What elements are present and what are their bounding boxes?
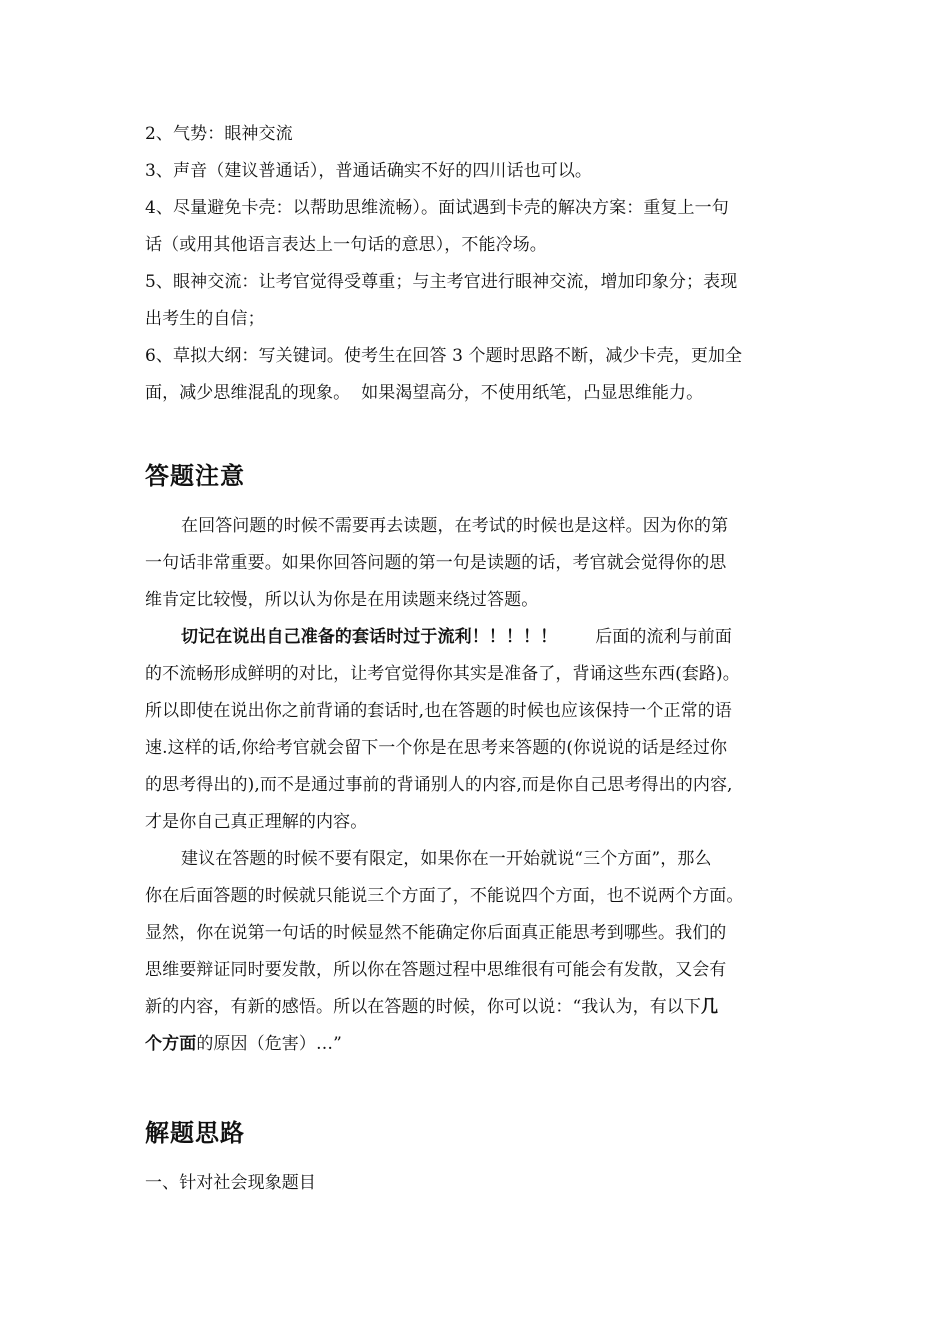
paragraph-line: 维肯定比较慢，所以认为你是在用读题来绕过答题。 (145, 590, 539, 610)
section-heading-solution-approach: 解题思路 (145, 1119, 245, 1147)
paragraph-line: 的思考得出的),而不是通过事前的背诵别人的内容,而是你自己思考得出的内容, (145, 775, 733, 795)
paragraph-no-reread (145, 508, 810, 619)
paragraph-line: 你在后面答题的时候就只能说三个方面了，不能说四个方面，也不说两个方面。 (145, 886, 744, 906)
paragraph-line (145, 989, 810, 1026)
paragraph-line: 思维要辩证同时要发散，所以你在答题过程中思维很有可能会有发散，又会有 (145, 960, 727, 980)
emphasis-text: 切记在说出自己准备的套话时过于流利！！！！！ (181, 627, 558, 647)
paragraph-line: 一句话非常重要。如果你回答问题的第一句是读题的话，考官就会觉得你的思 (145, 553, 727, 573)
list-item: 2、气势：眼神交流 (145, 124, 293, 144)
paragraph-line (145, 1026, 810, 1063)
list-item: 6、草拟大纲：写关键词。使考生在回答 3 个题时思路不断，减少卡壳，更加全 (145, 346, 743, 366)
section-heading-answer-notes: 答题注意 (145, 462, 245, 490)
paragraph-line: 速.这样的话,你给考官就会留下一个你是在思考来答题的(你说说的话是经过你 (145, 738, 728, 758)
list-item-continuation: 出考生的自信； (145, 309, 265, 329)
emphasis-text: 几 (701, 997, 719, 1017)
paragraph-text: 后面的流利与前面 (595, 627, 733, 647)
list-item-continuation: 话（或用其他语言表达上一句话的意思），不能冷场。 (145, 235, 547, 255)
paragraph-line: 显然，你在说第一句话的时候显然不能确定你后面真正能思考到哪些。我们的 (145, 923, 727, 943)
paragraph-line (145, 619, 810, 656)
list-item-continuation: 面，减少思维混乱的现象。 如果渴望高分，不使用纸笔，凸显思维能力。 (145, 383, 704, 403)
list-item: 5、眼神交流：让考官觉得受尊重；与主考官进行眼神交流，增加印象分；表现 (145, 272, 738, 292)
paragraph-line: 在回答问题的时候不需要再去读题，在考试的时候也是这样。因为你的第 (181, 516, 729, 536)
list-item: 3、声音（建议普通话），普通话确实不好的四川话也可以。 (145, 161, 593, 181)
paragraph-line: 所以即使在说出你之前背诵的套话时,也在答题的时候也应该保持一个正常的语 (145, 701, 732, 721)
list-item: 4、尽量避免卡壳：以帮助思维流畅）。面试遇到卡壳的解决方案：重复上一句 (145, 198, 729, 218)
paragraph-text: 的原因（危害）…” (196, 1034, 342, 1054)
document-body (145, 116, 810, 1202)
paragraph-not-too-fluent (145, 619, 810, 841)
paragraph-line: 才是你自己真正理解的内容。 (145, 812, 368, 832)
emphasis-text: 个方面 (145, 1034, 197, 1054)
paragraph-no-limits (145, 841, 810, 1063)
paragraph-text: 新的内容，有新的感悟。所以在答题的时候，你可以说：“我认为，有以下 (145, 997, 701, 1017)
paragraph-line: 建议在答题的时候不要有限定，如果你在一开始就说“三个方面”，那么 (181, 849, 712, 869)
list-item: 一、针对社会现象题目 (145, 1173, 316, 1193)
intro-list (145, 116, 810, 412)
paragraph-line: 的不流畅形成鲜明的对比，让考官觉得你其实是准备了，背诵这些东西(套路)。 (145, 664, 740, 684)
